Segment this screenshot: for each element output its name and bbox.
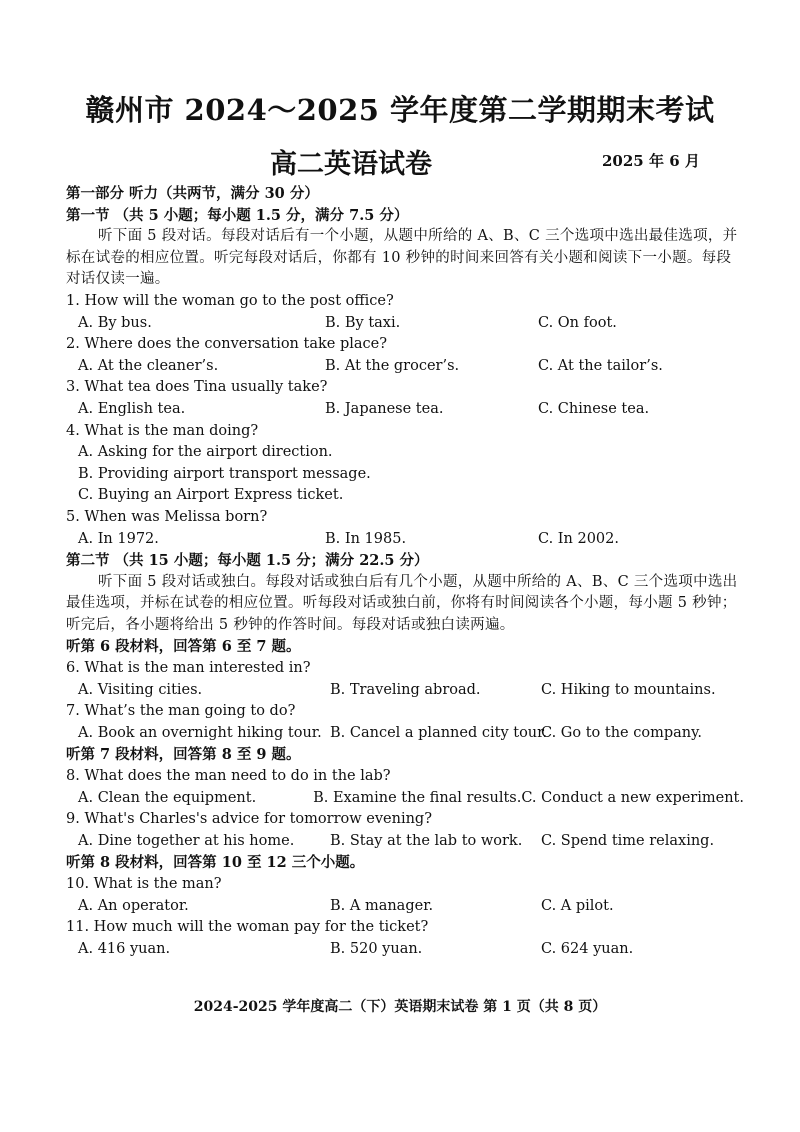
question-options (66, 399, 744, 421)
question-options (66, 529, 744, 551)
option-c: C. Go to the company. (541, 724, 702, 741)
option-a: A. An operator. (78, 897, 189, 914)
option-b: B. By taxi. (325, 314, 401, 331)
exam-date: 2025 年 6 月 (602, 152, 700, 170)
question-options (66, 680, 744, 702)
exam-subtitle: 高二英语试卷 (270, 149, 432, 180)
question-options (66, 313, 744, 335)
option-c: C. 624 yuan. (541, 940, 634, 957)
option-b: B. Providing airport transport message. (78, 465, 371, 482)
option-a: A. Clean the equipment. (78, 789, 257, 806)
option-a: A. In 1972. (78, 530, 159, 547)
option-b: B. Stay at the lab to work. (330, 832, 523, 849)
section2-instructions: 听下面 5 段对话或独白。每段对话或独白后有几个小题，从题中所给的 A、B、C 三个选项中选出最佳选项，并标在试卷的相应位置。听每段对话或独白前，你将有时间阅读各个小题，每小题 5 秒钟；听完后，各小题将给出 5 秒钟的作答时间。每段对话或独白读两遍。 (66, 573, 738, 633)
question-stem: 10. What is the man? (66, 876, 222, 892)
question-stem: 2. Where does the conversation take place? (66, 336, 387, 353)
section2-heading: 第二节 （共 15 小题；每小题 1.5 分；满分 22.5 分） (66, 552, 429, 570)
option-b: B. Examine the final results. (313, 789, 522, 806)
question-stem: 6. What is the man interested in? (66, 660, 311, 677)
option-a: A. By bus. (78, 314, 152, 331)
option-b: B. At the grocer’s. (325, 357, 460, 374)
question-options (66, 723, 744, 745)
option-b: B. 520 yuan. (330, 940, 423, 957)
option-c: C. Hiking to mountains. (541, 681, 716, 698)
question-options (66, 356, 744, 378)
question-options (66, 788, 744, 810)
option-a: A. Asking for the airport direction. (78, 444, 333, 461)
material-6-heading: 听第 6 段材料，回答第 6 至 7 题。 (66, 638, 301, 656)
option-b: B. Traveling abroad. (330, 681, 481, 698)
question-stem: 9. What's Charles's advice for tomorrow evening? (66, 811, 432, 828)
question-stem: 1. How will the woman go to the post office? (66, 292, 394, 309)
exam-title: 赣州市 2024～2025 学年度第二学期期末考试 (85, 93, 715, 127)
option-c: C. A pilot. (541, 897, 614, 914)
material-8-heading: 听第 8 段材料，回答第 10 至 12 三个小题。 (66, 854, 365, 872)
section1-instructions: 听下面 5 段对话。每段对话后有一个小题，从题中所给的 A、B、C 三个选项中选出最佳选项，并标在试卷的相应位置。听完每段对话后，你都有 10 秒钟的时间来回答有关小题和阅读下一小题。每段对话仅读一遍。 (66, 228, 738, 288)
option-c: C. Conduct a new experiment. (521, 789, 744, 806)
question-options (66, 896, 744, 918)
option-a: A. Book an overnight hiking tour. (78, 724, 322, 741)
exam-content (66, 183, 744, 960)
question-options (66, 939, 744, 961)
question-stem: 11. How much will the woman pay for the ticket? (66, 919, 429, 936)
option-a: A. At the cleaner’s. (78, 357, 219, 374)
option-a: A. 416 yuan. (78, 940, 171, 957)
option-c: C. Buying an Airport Express ticket. (78, 487, 344, 504)
material-7-heading: 听第 7 段材料，回答第 8 至 9 题。 (66, 746, 301, 764)
question-stem: 8. What does the man need to do in the lab? (66, 768, 391, 785)
option-a: A. Visiting cities. (78, 681, 203, 698)
question-stem: 5. When was Melissa born? (66, 508, 268, 525)
option-c: C. Chinese tea. (538, 400, 650, 417)
option-b: B. In 1985. (325, 530, 407, 547)
question-stem: 7. What’s the man going to do? (66, 703, 296, 720)
question-stem: 3. What tea does Tina usually take? (66, 379, 328, 396)
option-b: B. Japanese tea. (325, 400, 444, 417)
question-stem: 4. What is the man doing? (66, 422, 259, 439)
question-options (66, 831, 744, 853)
option-b: B. Cancel a planned city tour. (330, 724, 548, 741)
option-c: C. On foot. (538, 314, 617, 331)
option-a: A. Dine together at his home. (78, 832, 295, 849)
page-footer: 2024-2025 学年度高二（下）英语期末试卷 第 1 页（共 8 页） (193, 999, 607, 1015)
section1-heading: 第一节 （共 5 小题；每小题 1.5 分，满分 7.5 分） (66, 206, 409, 224)
part1-heading: 第一部分 听力（共两节，满分 30 分） (66, 185, 319, 202)
option-c: C. At the tailor’s. (538, 357, 663, 374)
option-c: C. In 2002. (538, 530, 619, 547)
option-c: C. Spend time relaxing. (541, 832, 715, 849)
option-a: A. English tea. (78, 400, 186, 417)
option-b: B. A manager. (330, 897, 434, 914)
